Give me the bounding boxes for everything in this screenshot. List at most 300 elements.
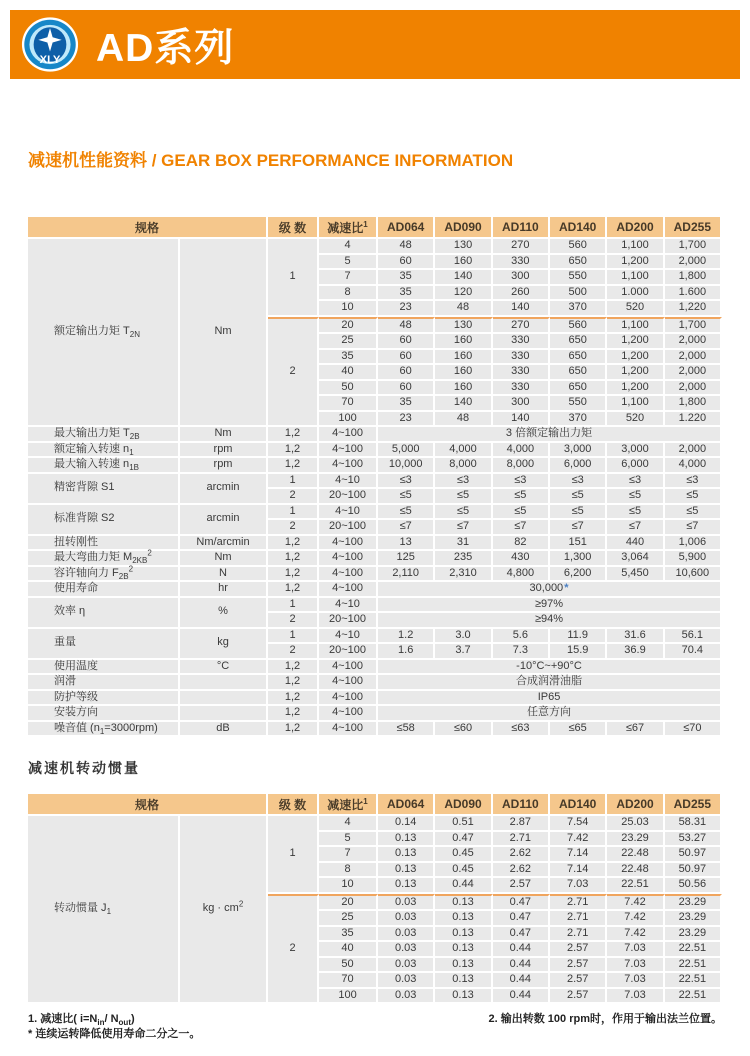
value-cell: 0.44 [493, 973, 550, 989]
inertia-table [28, 794, 722, 1004]
value-cell: 1,200 [607, 350, 664, 366]
value-cell: 22.51 [665, 958, 722, 974]
value-cell: 48 [378, 317, 435, 335]
value-cell: 4,000 [493, 443, 550, 459]
ratio-cell: 4~100 [319, 567, 378, 583]
value-cell: 50.97 [665, 863, 722, 879]
value-cell: 70.4 [665, 644, 722, 660]
spec-label-cell: 安装方向 [28, 706, 180, 722]
stage-cell: 2 [268, 894, 319, 1005]
performance-section-title: 减速机性能资料 / GEAR BOX PERFORMANCE INFORMATION [28, 151, 514, 170]
ratio-cell: 20 [319, 317, 378, 335]
spec-label-cell: 容许轴向力 $F_{2B}^2$ [28, 567, 180, 583]
value-cell: 0.13 [435, 894, 492, 912]
series-title: AD系列 [96, 26, 235, 70]
ratio-cell: 4~100 [319, 427, 378, 443]
spec-label-cell: 额定输入转速 $n_1$ [28, 443, 180, 459]
value-cell: 330 [493, 381, 550, 397]
value-cell: ≤3 [550, 474, 607, 490]
ratio-cell: 4 [319, 239, 378, 255]
value-cell: 23 [378, 412, 435, 428]
value-cell: 2.87 [493, 816, 550, 832]
ratio-cell: 4~10 [319, 505, 378, 521]
header-model: AD110 [493, 794, 550, 816]
ratio-cell: 8 [319, 863, 378, 879]
header-spec: 规格 [28, 794, 268, 816]
value-cell: 60 [378, 350, 435, 366]
value-cell: 1,100 [607, 270, 664, 286]
value-cell: ≤5 [435, 489, 492, 505]
value-cell: 0.44 [493, 958, 550, 974]
stage-cell: 1,2 [268, 675, 319, 691]
value-cell: 23.29 [607, 832, 664, 848]
value-cell: ≤65 [550, 722, 607, 738]
table-row [28, 582, 722, 598]
table-row [28, 706, 722, 722]
value-cell: 300 [493, 396, 550, 412]
value-cell: 650 [550, 365, 607, 381]
value-cell: 7.03 [607, 973, 664, 989]
spec-label-cell: 噪音值 $(n_1=3000rpm)$ [28, 722, 180, 738]
value-cell: 22.51 [607, 878, 664, 894]
value-cell: 330 [493, 334, 550, 350]
value-cell: 1.600 [665, 286, 722, 302]
value-cell: 35 [378, 286, 435, 302]
value-cell: ≤3 [607, 474, 664, 490]
brand-text: XLY [39, 54, 61, 67]
value-cell: 6,200 [550, 567, 607, 583]
value-cell: 0.03 [378, 942, 435, 958]
value-cell: 140 [435, 396, 492, 412]
ratio-cell: 20~100 [319, 489, 378, 505]
value-cell: ≤5 [607, 505, 664, 521]
value-cell: 35 [378, 270, 435, 286]
value-cell: 22.51 [665, 989, 722, 1005]
unit-cell [180, 675, 268, 691]
value-cell: ≤67 [607, 722, 664, 738]
value-cell: 160 [435, 350, 492, 366]
value-cell: ≤63 [493, 722, 550, 738]
header-row [28, 217, 722, 239]
value-cell: ≤7 [607, 520, 664, 536]
header-row [28, 794, 722, 816]
header-model: AD064 [378, 794, 435, 816]
spec-label-cell: 使用寿命 [28, 582, 180, 598]
stage-cell: 1,2 [268, 427, 319, 443]
spec-label-cell: 最大弯曲力矩 $M_{2KB}^2$ [28, 551, 180, 567]
value-cell: 2.71 [550, 911, 607, 927]
value-cell: 2.71 [493, 832, 550, 848]
value-cell: 60 [378, 255, 435, 271]
ratio-cell: 4~10 [319, 598, 378, 614]
performance-table-wrap [28, 217, 722, 737]
ratio-cell: 20~100 [319, 613, 378, 629]
value-cell: ≤5 [378, 489, 435, 505]
value-cell: ≤7 [550, 520, 607, 536]
merged-value-cell: -10°C~+90°C [378, 660, 722, 676]
value-cell: 1,800 [665, 270, 722, 286]
header-model: AD200 [607, 794, 664, 816]
spec-label-cell: 防护等级 [28, 691, 180, 707]
table-row [28, 505, 722, 521]
value-cell: 520 [607, 412, 664, 428]
value-cell: 7.42 [550, 832, 607, 848]
ratio-cell: 4~100 [319, 551, 378, 567]
value-cell: 0.13 [378, 878, 435, 894]
value-cell: ≤5 [435, 505, 492, 521]
stage-cell: 1,2 [268, 443, 319, 459]
value-cell: 1,220 [665, 301, 722, 317]
table-row [28, 239, 722, 255]
value-cell: 160 [435, 334, 492, 350]
value-cell: 2,000 [665, 443, 722, 459]
value-cell: 23.29 [665, 911, 722, 927]
value-cell: 13 [378, 536, 435, 552]
value-cell: 82 [493, 536, 550, 552]
header-model: AD090 [435, 217, 492, 239]
value-cell: 48 [435, 301, 492, 317]
table-row [28, 660, 722, 676]
spec-label-cell: 使用温度 [28, 660, 180, 676]
ratio-cell: 50 [319, 381, 378, 397]
value-cell: 1,700 [665, 317, 722, 335]
value-cell: 270 [493, 317, 550, 335]
value-cell: 330 [493, 365, 550, 381]
stage-cell: 1,2 [268, 551, 319, 567]
value-cell: 370 [550, 412, 607, 428]
value-cell: 650 [550, 381, 607, 397]
ratio-cell: 5 [319, 832, 378, 848]
value-cell: 31 [435, 536, 492, 552]
value-cell: 0.03 [378, 989, 435, 1005]
value-cell: 0.13 [378, 847, 435, 863]
value-cell: 0.13 [378, 863, 435, 879]
value-cell: 22.51 [665, 942, 722, 958]
value-cell: 0.13 [435, 958, 492, 974]
value-cell: 0.13 [435, 973, 492, 989]
value-cell: 7.03 [550, 878, 607, 894]
unit-cell [180, 691, 268, 707]
stage-cell: 1 [268, 598, 319, 614]
value-cell: 5,900 [665, 551, 722, 567]
value-cell: 58.31 [665, 816, 722, 832]
value-cell: 8,000 [493, 458, 550, 474]
value-cell: 2,310 [435, 567, 492, 583]
value-cell: 1,100 [607, 239, 664, 255]
spec-label-cell: 润滑 [28, 675, 180, 691]
value-cell: 140 [493, 412, 550, 428]
value-cell: 7.03 [607, 942, 664, 958]
value-cell: 7.03 [607, 958, 664, 974]
ratio-cell: 25 [319, 911, 378, 927]
merged-value-cell: 合成润滑油脂 [378, 675, 722, 691]
value-cell: 2,000 [665, 255, 722, 271]
value-cell: 0.44 [435, 878, 492, 894]
value-cell: 0.03 [378, 958, 435, 974]
stage-cell: 1 [268, 816, 319, 894]
stage-cell: 2 [268, 613, 319, 629]
value-cell: 23.29 [665, 894, 722, 912]
value-cell: 1,200 [607, 381, 664, 397]
ratio-cell: 5 [319, 255, 378, 271]
value-cell: 500 [550, 286, 607, 302]
value-cell: 0.47 [493, 911, 550, 927]
value-cell: 31.6 [607, 629, 664, 645]
value-cell: 330 [493, 255, 550, 271]
value-cell: 2,110 [378, 567, 435, 583]
stage-cell: 1 [268, 505, 319, 521]
value-cell: 235 [435, 551, 492, 567]
value-cell: 270 [493, 239, 550, 255]
spec-label-cell: 重量 [28, 629, 180, 660]
value-cell: ≤5 [550, 505, 607, 521]
ratio-cell: 4~100 [319, 722, 378, 738]
footnotes [28, 1012, 722, 1042]
value-cell: 0.13 [378, 832, 435, 848]
stage-cell: 1,2 [268, 660, 319, 676]
value-cell: 1,700 [665, 239, 722, 255]
value-cell: 60 [378, 334, 435, 350]
merged-value-cell: IP65 [378, 691, 722, 707]
value-cell: 330 [493, 350, 550, 366]
unit-cell: kg [180, 629, 268, 660]
value-cell: ≤3 [493, 474, 550, 490]
ratio-cell: 4~100 [319, 706, 378, 722]
value-cell: 48 [435, 412, 492, 428]
stage-cell: 1,2 [268, 458, 319, 474]
value-cell: 3,000 [607, 443, 664, 459]
footnote-continuous-operation: * 连续运转降低使用寿命二分之一。 [28, 1028, 201, 1040]
stage-cell: 2 [268, 489, 319, 505]
value-cell: 650 [550, 350, 607, 366]
unit-cell [180, 706, 268, 722]
header-model: AD064 [378, 217, 435, 239]
value-cell: 0.44 [493, 989, 550, 1005]
ratio-cell: 40 [319, 942, 378, 958]
spec-label-cell: 最大输出力矩 $T_{2B}$ [28, 427, 180, 443]
spec-label-cell: 标准背隙 S2 [28, 505, 180, 536]
life-asterisk: * [564, 582, 569, 594]
value-cell: 10,000 [378, 458, 435, 474]
value-cell: 56.1 [665, 629, 722, 645]
spec-label-cell: 精密背隙 S1 [28, 474, 180, 505]
header-model: AD255 [665, 794, 722, 816]
header-model: AD110 [493, 217, 550, 239]
value-cell: 0.45 [435, 863, 492, 879]
value-cell: 23 [378, 301, 435, 317]
value-cell: 130 [435, 317, 492, 335]
unit-cell: Nm [180, 427, 268, 443]
ratio-cell: 50 [319, 958, 378, 974]
ratio-cell: 4~100 [319, 458, 378, 474]
ratio-cell: 35 [319, 927, 378, 943]
value-cell: 2.71 [550, 894, 607, 912]
value-cell: 2.57 [493, 878, 550, 894]
value-cell: 2,000 [665, 334, 722, 350]
table-row [28, 816, 722, 832]
value-cell: 140 [435, 270, 492, 286]
table-row [28, 691, 722, 707]
value-cell: 50.97 [665, 847, 722, 863]
stage-cell: 2 [268, 520, 319, 536]
value-cell: ≤70 [665, 722, 722, 738]
merged-value-cell: 30,000* [378, 582, 722, 598]
value-cell: 1,200 [607, 365, 664, 381]
value-cell: 1,100 [607, 317, 664, 335]
value-cell: 3.0 [435, 629, 492, 645]
value-cell: 0.13 [435, 942, 492, 958]
spec-label-cell: 额定输出力矩 $T_{2N}$ [28, 239, 180, 427]
ratio-cell: 8 [319, 286, 378, 302]
ratio-cell: 4~10 [319, 474, 378, 490]
unit-cell: Nm [180, 239, 268, 427]
series-banner [10, 10, 740, 79]
stage-cell: 1,2 [268, 582, 319, 598]
value-cell: 3,000 [550, 443, 607, 459]
unit-cell: dB [180, 722, 268, 738]
value-cell: 3,064 [607, 551, 664, 567]
ratio-cell: 4~10 [319, 629, 378, 645]
value-cell: ≤3 [435, 474, 492, 490]
ratio-cell: 100 [319, 989, 378, 1005]
value-cell: 2.62 [493, 863, 550, 879]
ratio-cell: 20~100 [319, 644, 378, 660]
spec-label-cell: 效率 η [28, 598, 180, 629]
value-cell: 3.7 [435, 644, 492, 660]
ratio-cell: 35 [319, 350, 378, 366]
stage-cell: 1 [268, 629, 319, 645]
value-cell: 2.57 [550, 942, 607, 958]
value-cell: ≤5 [607, 489, 664, 505]
unit-cell: kg · $cm^2$ [180, 816, 268, 1004]
value-cell: ≤7 [378, 520, 435, 536]
value-cell: 0.44 [493, 942, 550, 958]
unit-cell: Nm/arcmin [180, 536, 268, 552]
footnote-output-speed: 2. 输出转数 100 rpm时，作用于输出法兰位置。 [488, 1013, 722, 1025]
value-cell: 550 [550, 270, 607, 286]
value-cell: 1,800 [665, 396, 722, 412]
value-cell: 8,000 [435, 458, 492, 474]
value-cell: 0.51 [435, 816, 492, 832]
ratio-cell: 4~100 [319, 691, 378, 707]
brand-logo-icon [21, 16, 79, 73]
value-cell: 2,000 [665, 381, 722, 397]
spec-label-cell: 扭转刚性 [28, 536, 180, 552]
value-cell: ≤5 [378, 505, 435, 521]
table-row [28, 458, 722, 474]
value-cell: 151 [550, 536, 607, 552]
value-cell: ≤3 [665, 474, 722, 490]
ratio-cell: 7 [319, 847, 378, 863]
value-cell: 1.220 [665, 412, 722, 428]
ratio-cell: 70 [319, 973, 378, 989]
footnote-ratio-definition: 1. 减速比( $i=N_{in}/$ $N_{out}$) [28, 1013, 135, 1028]
header-model: AD255 [665, 217, 722, 239]
value-cell: 5,000 [378, 443, 435, 459]
value-cell: 7.42 [607, 911, 664, 927]
value-cell: 2.57 [550, 973, 607, 989]
value-cell: 7.14 [550, 863, 607, 879]
table-row [28, 536, 722, 552]
stage-cell: 2 [268, 317, 319, 428]
value-cell: 35 [378, 396, 435, 412]
value-cell: 2.57 [550, 958, 607, 974]
value-cell: 1.6 [378, 644, 435, 660]
stage-cell: 1,2 [268, 536, 319, 552]
value-cell: 0.45 [435, 847, 492, 863]
merged-value-cell: 任意方向 [378, 706, 722, 722]
header-model: AD200 [607, 217, 664, 239]
value-cell: 0.03 [378, 894, 435, 912]
ratio-cell: 70 [319, 396, 378, 412]
inertia-section-title: 减速机转动惯量 [28, 760, 140, 776]
value-cell: 430 [493, 551, 550, 567]
value-cell: 0.13 [435, 927, 492, 943]
value-cell: 0.47 [435, 832, 492, 848]
value-cell: 0.13 [435, 911, 492, 927]
spec-label-cell: 转动惯量 $J_1$ [28, 816, 180, 1004]
value-cell: 160 [435, 381, 492, 397]
ratio-cell: 100 [319, 412, 378, 428]
table-row [28, 598, 722, 614]
value-cell: 22.48 [607, 863, 664, 879]
header-ratio: 减速比$^1$ [319, 794, 378, 816]
merged-value-cell: 3 倍额定输出力矩 [378, 427, 722, 443]
ratio-cell: 7 [319, 270, 378, 286]
performance-table [28, 217, 722, 737]
header-ratio: 减速比$^1$ [319, 217, 378, 239]
value-cell: 1,300 [550, 551, 607, 567]
unit-cell: arcmin [180, 474, 268, 505]
ratio-cell: 20~100 [319, 520, 378, 536]
value-cell: 15.9 [550, 644, 607, 660]
unit-cell: rpm [180, 443, 268, 459]
table-row [28, 427, 722, 443]
value-cell: 4,000 [435, 443, 492, 459]
value-cell: 0.13 [435, 989, 492, 1005]
ratio-cell: 4~100 [319, 443, 378, 459]
value-cell: 5.6 [493, 629, 550, 645]
stage-cell: 1,2 [268, 722, 319, 738]
table-row [28, 629, 722, 645]
ratio-cell: 4~100 [319, 675, 378, 691]
value-cell: 25.03 [607, 816, 664, 832]
value-cell: ≤3 [378, 474, 435, 490]
unit-cell: °C [180, 660, 268, 676]
value-cell: 36.9 [607, 644, 664, 660]
stage-cell: 1,2 [268, 567, 319, 583]
value-cell: 2.62 [493, 847, 550, 863]
value-cell: 0.47 [493, 927, 550, 943]
value-cell: 2,000 [665, 365, 722, 381]
value-cell: 650 [550, 334, 607, 350]
value-cell: 2.71 [550, 927, 607, 943]
ratio-cell: 4 [319, 816, 378, 832]
header-stages: 级 数 [268, 217, 319, 239]
value-cell: 50.56 [665, 878, 722, 894]
value-cell: 560 [550, 239, 607, 255]
value-cell: 1.2 [378, 629, 435, 645]
value-cell: 125 [378, 551, 435, 567]
value-cell: ≤5 [493, 505, 550, 521]
value-cell: ≤7 [665, 520, 722, 536]
value-cell: 7.42 [607, 894, 664, 912]
value-cell: 6,000 [607, 458, 664, 474]
header-model: AD090 [435, 794, 492, 816]
value-cell: 48 [378, 239, 435, 255]
ratio-cell: 25 [319, 334, 378, 350]
value-cell: 7.42 [607, 927, 664, 943]
